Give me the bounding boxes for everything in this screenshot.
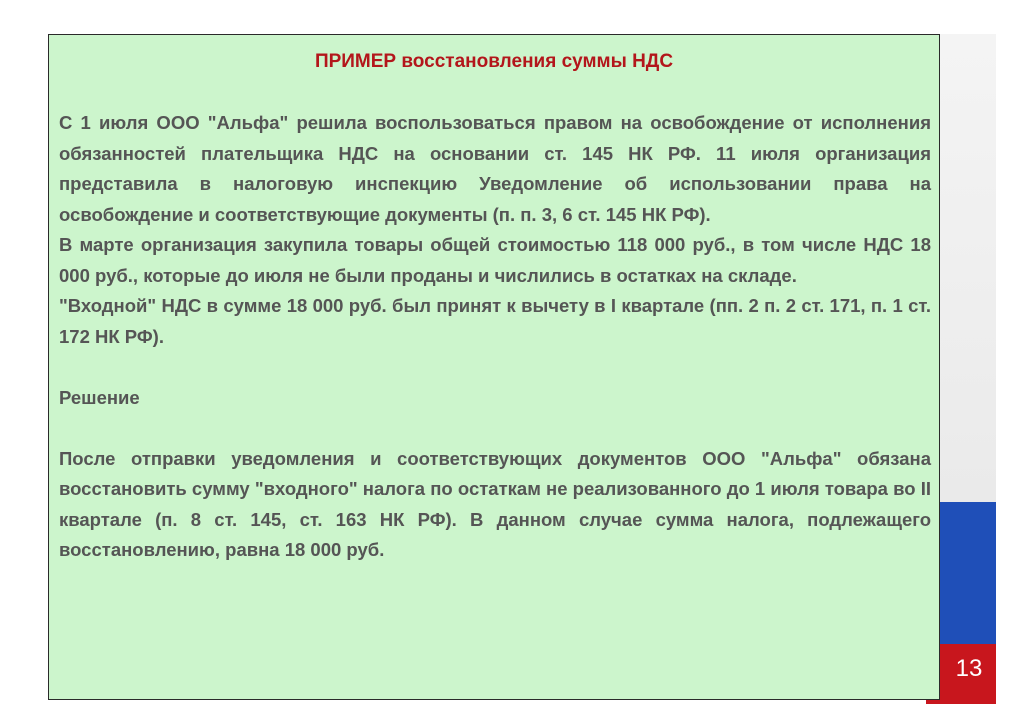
page-number-badge: 13 [942, 645, 996, 693]
slide-title: ПРИМЕР восстановления суммы НДС [314, 51, 674, 72]
solution-heading: Решение [59, 386, 140, 408]
slide-body [59, 108, 931, 566]
spacer [59, 413, 931, 444]
content-box [48, 34, 940, 700]
spacer [59, 352, 931, 383]
paragraph-condition-3: "Входной" НДС в сумме 18 000 руб. был принят к вычету в I квартале (пп. 2 п. 2 ст. 171, п. 1 ст. 172 НК РФ). [59, 295, 931, 347]
paragraph-condition-2: В марте организация закупила товары общей стоимостью 118 000 руб., в том числе НДС 18 000 руб., которые до июля не были проданы и числились в остатках на складе. [59, 234, 931, 286]
solution-text: После отправки уведомления и соответствующих документов ООО "Альфа" обязана восстановить сумму "входного" налога по остаткам не реализованного до 1 июля товара во II квартале (п. 8 ст. 145, ст. 163 НК РФ). В данном случае сумма налога, подлежащего восстановлению, равна 18 000 руб. [59, 447, 931, 560]
paragraph-condition-1: С 1 июля ООО "Альфа" решила воспользоваться правом на освобождение от исполнения обязанностей плательщика НДС на основании ст. 145 НК РФ. 11 июля организация представила в налоговую инспекцию Уведомление об использовании права на освобождение и соответствующие документы (п. п. 3, 6 ст. 145 НК РФ). [59, 112, 931, 225]
